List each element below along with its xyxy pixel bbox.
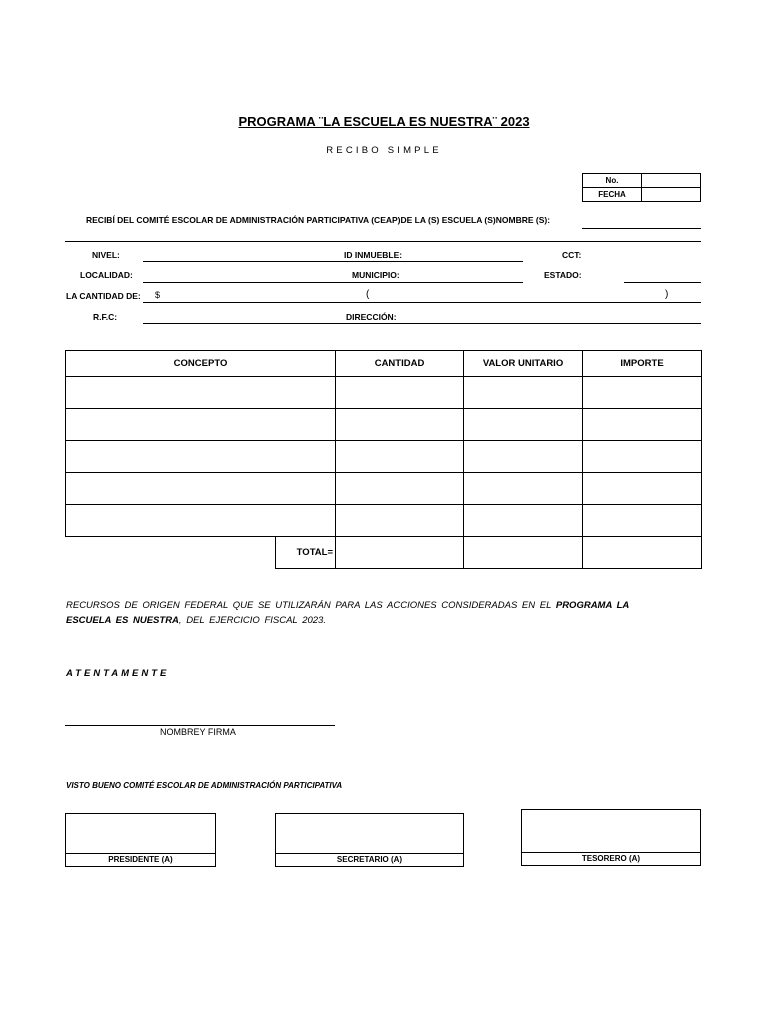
concepto-cell[interactable] <box>66 377 336 409</box>
importe-cell[interactable] <box>583 377 702 409</box>
no-value-cell[interactable] <box>642 174 701 188</box>
direccion-label: DIRECCIÓN: <box>346 312 397 322</box>
document-subtitle: RECIBO SIMPLE <box>326 145 442 156</box>
estado-label: ESTADO: <box>544 270 582 280</box>
total-valor-cell[interactable] <box>464 537 583 569</box>
table-row <box>66 441 702 473</box>
cantidad-cell[interactable] <box>336 409 464 441</box>
id-inmueble-label: ID INMUEBLE: <box>344 250 403 260</box>
valor-unitario-cell[interactable] <box>464 409 583 441</box>
blank-cell <box>66 537 276 569</box>
school-name-line[interactable] <box>582 228 701 229</box>
concepto-cell[interactable] <box>66 409 336 441</box>
atentamente-label: ATENTAMENTE <box>66 668 170 679</box>
cantidad-cell[interactable] <box>336 377 464 409</box>
federal-resources-paragraph <box>66 598 666 628</box>
cct-label: CCT: <box>562 250 582 260</box>
concepto-cell[interactable] <box>66 441 336 473</box>
cantidad-cell[interactable] <box>336 441 464 473</box>
visto-bueno-label: VISTO BUENO COMITÉ ESCOLAR DE ADMINISTRACIÓN PARTICIPATIVA <box>66 781 343 790</box>
importe-cell[interactable] <box>583 409 702 441</box>
cantidad-line[interactable] <box>143 302 701 303</box>
no-label: No. <box>583 174 642 188</box>
valor-unitario-cell[interactable] <box>464 377 583 409</box>
separator-line <box>65 241 701 242</box>
received-text: RECIBÍ DEL COMITÉ ESCOLAR DE ADMINISTRACIÓN PARTICIPATIVA (CEAP)DE LA (S) ESCUELA (S)NOMBRE (S): <box>86 215 551 225</box>
importe-cell[interactable] <box>583 505 702 537</box>
nombre-firma-label: NOMBREY FIRMA <box>160 727 236 737</box>
localidad-line[interactable] <box>143 282 523 283</box>
header-concepto: CONCEPTO <box>66 351 336 377</box>
paren-open: ( <box>366 289 370 300</box>
number-date-table <box>582 173 701 202</box>
secretario-label: SECRETARIO (A) <box>276 853 463 866</box>
localidad-label: LOCALIDAD: <box>80 270 133 280</box>
concepto-cell[interactable] <box>66 473 336 505</box>
paren-close: ) <box>665 289 669 300</box>
rfc-direccion-line[interactable] <box>143 323 701 324</box>
nivel-label: NIVEL: <box>92 250 120 260</box>
total-cantidad-cell[interactable] <box>336 537 464 569</box>
rfc-label: R.F.C: <box>93 312 118 322</box>
table-row <box>66 377 702 409</box>
header-importe: IMPORTE <box>583 351 702 377</box>
valor-unitario-cell[interactable] <box>464 473 583 505</box>
presidente-label: PRESIDENTE (A) <box>66 853 215 866</box>
document-title: PROGRAMA ¨LA ESCUELA ES NUESTRA¨ 2023 <box>238 114 530 129</box>
table-row <box>66 505 702 537</box>
importe-cell[interactable] <box>583 473 702 505</box>
concept-table <box>65 350 702 569</box>
header-valor-unitario: VALOR UNITARIO <box>464 351 583 377</box>
header-cantidad: CANTIDAD <box>336 351 464 377</box>
municipio-label: MUNICIPIO: <box>352 270 400 280</box>
paragraph-part2: , DEL EJERCICIO FISCAL 2023. <box>178 615 326 626</box>
total-importe-cell[interactable] <box>583 537 702 569</box>
currency-symbol: $ <box>155 290 161 300</box>
paragraph-part1: RECURSOS DE ORIGEN FEDERAL QUE SE UTILIZARÁN PARA LAS ACCIONES CONSIDERADAS EN EL <box>66 600 556 611</box>
importe-cell[interactable] <box>583 441 702 473</box>
total-row <box>66 537 702 569</box>
signature-line[interactable] <box>65 725 335 726</box>
total-label: TOTAL= <box>276 537 336 569</box>
secretario-signature-box[interactable] <box>275 813 464 867</box>
cantidad-cell[interactable] <box>336 505 464 537</box>
valor-unitario-cell[interactable] <box>464 441 583 473</box>
cantidad-cell[interactable] <box>336 473 464 505</box>
table-row <box>66 473 702 505</box>
cantidad-label: LA CANTIDAD DE: <box>66 291 141 301</box>
paragraph-program-name: PROGRAMA LA ESCUELA ES NUESTRA <box>66 600 629 626</box>
concepto-cell[interactable] <box>66 505 336 537</box>
fecha-value-cell[interactable] <box>642 188 701 202</box>
presidente-signature-box[interactable] <box>65 813 216 867</box>
tesorero-label: TESORERO (A) <box>522 852 700 865</box>
nivel-line[interactable] <box>143 261 523 262</box>
estado-line[interactable] <box>624 282 701 283</box>
fecha-label: FECHA <box>583 188 642 202</box>
table-row <box>66 409 702 441</box>
tesorero-signature-box[interactable] <box>521 809 701 866</box>
valor-unitario-cell[interactable] <box>464 505 583 537</box>
